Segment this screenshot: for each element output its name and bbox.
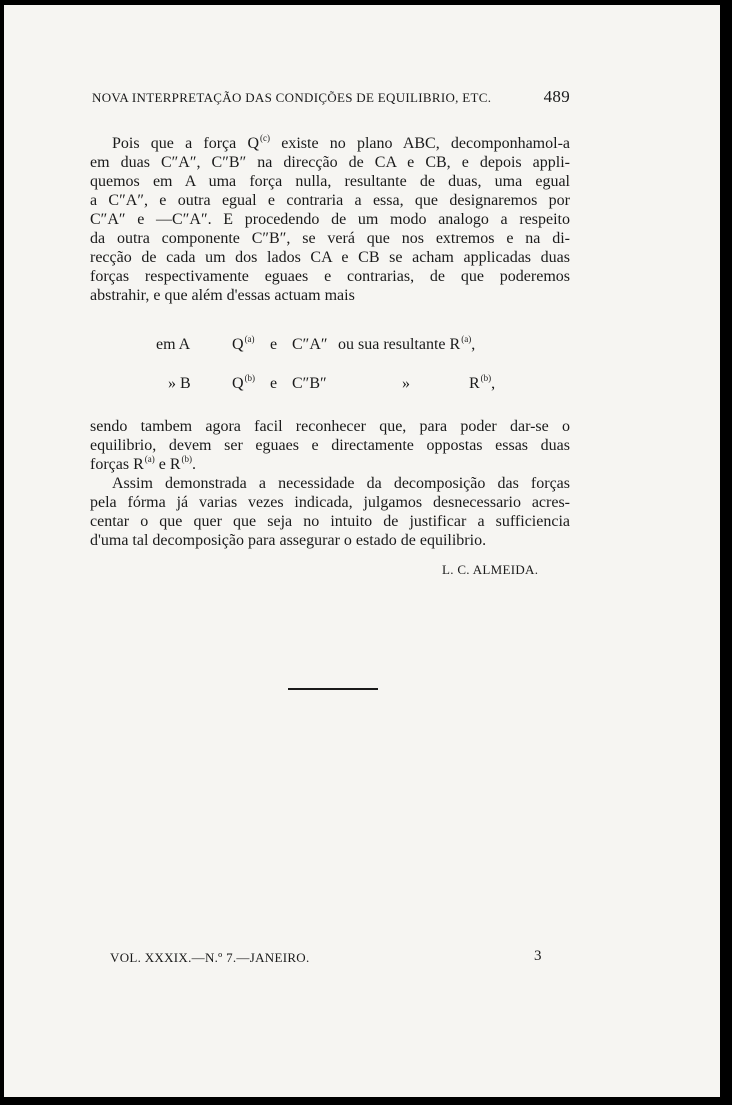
paragraph-line: recção de cada um dos lados CA e CB se acham applicadas duas (90, 249, 570, 266)
paragraph-line: equilibrio, devem ser eguaes e directamente oppostas essas duas (90, 437, 570, 454)
paragraph-line: C″A″ e —C″A″. E procedendo de um modo analogo a respeito (90, 211, 570, 228)
paragraph-line: abstrahir, e que além d'essas actuam mais (90, 287, 355, 304)
paragraph-line: forças respectivamente eguaes e contrarias, de que poderemos (90, 268, 570, 285)
paragraph-line: da outra componente C″B″, se verá que nos extremos e na di- (90, 230, 570, 247)
page-number: 489 (543, 87, 570, 106)
header-title: NOVA INTERPRETAÇÃO DAS CONDIÇÕES DE EQUILIBRIO, ETC. (92, 90, 492, 105)
closing-rule (288, 688, 378, 690)
paragraph-line: forças $R^{(a)}$ e $R^{(b)}$. (90, 454, 197, 473)
running-header (92, 87, 570, 117)
paragraph-line: sendo tambem agora facil reconhecer que, para poder dar-se o (90, 418, 570, 435)
signature-mark: 3 (534, 948, 542, 964)
paragraph-line: em duas C″A″, C″B″ na direcção de CA e CB, e depois appli- (90, 154, 570, 171)
volume-footer: VOL. XXXIX.—N.º 7.—JANEIRO. (110, 950, 310, 965)
paragraph-line: quemos em A uma força nulla, resultante de duas, uma egual (90, 173, 570, 190)
author-signature: L. C. ALMEIDA. (442, 562, 539, 577)
paragraph-line: d'uma tal decomposição para assegurar o estado de equilibrio. (90, 532, 487, 549)
paragraph-line: Pois que a força $Q^{(c)}$ existe no plano ABC, decomponhamol-a (112, 133, 571, 152)
paragraph-line: Assim demonstrada a necessidade da decomposição das forças (112, 475, 570, 492)
paragraph-line: a C″A″, e outra egual e contraria a essa, que designaremos por (90, 192, 570, 209)
paragraph-line: centar o que quer que seja no intuito de justificar a sufficiencia (90, 513, 570, 530)
paragraph-line: pela fórma já varias vezes indicada, julgamos desnecessario acres- (90, 494, 570, 511)
book-page: NOVA INTERPRETAÇÃO DAS CONDIÇÕES DE EQUILIBRIO, ETC. 489 Pois que a força $Q^{(c)}$ existe no plano ABC, decomponhamol-a em duas C″A″, C″B″ na direcção de CA e CB, e depois appli- quemos em A uma força nulla, resultante de duas, uma egual a C″A″, e outra egual e contraria a essa, que designaremos por C″A″ e —C″A″. E procedendo de um modo analogo a respeito da outra componente C″B″, se verá que nos extremos e na di- recção de cada um dos lados CA e CB se acham applicadas duas forças respectivamente eguaes e contrarias, de que poderemos abstrahir, e que além d'essas actuam mais em A $Q^{(a)}$ e C″A″ ou sua resultante $R^{(a)}$, » B $Q^{(b)}$ e C″B″ » $R^{(b)}$, sendo tambem agora facil reconhecer que, para poder dar-se o equilibrio, devem ser eguaes e directamente oppostas essas duas forças $R^{(a)}$ e $R^{(b)}$. Assim demonstrada a necessidade da decomposição das forças pela fórma já varias vezes indicada, julgamos desnecessario acres- centar o que quer que seja no intuito de justificar a sufficiencia d'uma tal decomposição para assegurar o estado de equilibrio. L. C. ALMEIDA. VOL. XXXIX.—N.º 7.—JANEIRO. 3 (4, 5, 720, 1097)
